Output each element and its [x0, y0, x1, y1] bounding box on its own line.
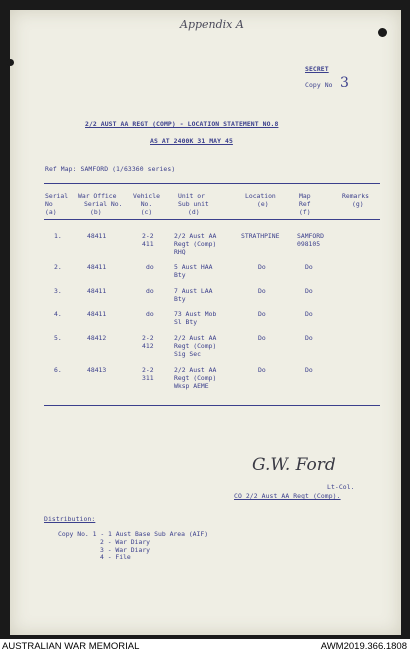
footer-bar — [0, 639, 410, 653]
as-at-date: AS AT 2400K 31 MAY 45 — [150, 137, 233, 145]
vehicle-cell: do — [146, 287, 154, 295]
vehicle-cell: 2-2 411 — [142, 232, 154, 248]
serial-cell: 6. — [54, 366, 62, 374]
ref-map: Ref Map: SAMFORD (1/63360 series) — [45, 165, 176, 173]
distribution-label: Distribution: — [44, 515, 96, 523]
wo-serial-cell: 48413 — [87, 366, 107, 374]
column-header: Unit or Sub unit (d) — [178, 192, 209, 216]
location-cell: Do — [258, 263, 266, 271]
footer-credit: AUSTRALIAN WAR MEMORIAL — [2, 641, 140, 652]
rank: Lt-Col. — [327, 483, 355, 491]
vehicle-cell: 2-2 311 — [142, 366, 154, 382]
table-header-rule — [44, 219, 380, 220]
classification: SECRET — [305, 65, 329, 73]
list-item: 2 - War Diary — [100, 537, 151, 546]
column-header: Serial No (a) — [45, 192, 69, 216]
location-cell: Do — [258, 366, 266, 374]
vehicle-cell: 2-2 412 — [142, 334, 154, 350]
location-cell: Do — [258, 287, 266, 295]
unit-cell: 5 Aust HAA Bty — [174, 263, 213, 279]
list-item: 3 - War Diary — [100, 545, 151, 554]
list-item: Copy No. 1 - 1 Aust Base Sub Area (AIF) — [58, 530, 209, 538]
serial-cell: 4. — [54, 310, 62, 318]
mapref-cell: SAMFORD 098105 — [297, 232, 324, 248]
serial-cell: 1. — [54, 232, 62, 240]
mapref-cell: Do — [305, 287, 313, 295]
copy-number: 3 — [340, 75, 349, 91]
handwritten-appendix: Appendix A — [180, 18, 244, 31]
unit-cell: 2/2 Aust AA Regt (Comp) Wksp AEME — [174, 366, 217, 390]
copy-label: Copy No — [305, 81, 333, 89]
mapref-cell: Do — [305, 263, 313, 271]
column-header: Vehicle No. (c) — [133, 192, 160, 216]
unit-cell: 7 Aust LAA Bty — [174, 287, 213, 303]
wo-serial-cell: 48411 — [87, 232, 107, 240]
mapref-cell: Do — [305, 310, 313, 318]
signature: G.W. Ford — [252, 455, 336, 475]
column-header: War Office Serial No. (b) — [78, 192, 123, 216]
vehicle-cell: do — [146, 263, 154, 271]
wo-serial-cell: 48412 — [87, 334, 107, 342]
punch-hole — [378, 28, 387, 37]
serial-cell: 5. — [54, 334, 62, 342]
unit-cell: 2/2 Aust AA Regt (Comp) RHQ — [174, 232, 217, 256]
mapref-cell: Do — [305, 334, 313, 342]
serial-cell: 3. — [54, 287, 62, 295]
table-bottom-rule — [44, 405, 380, 406]
punch-hole — [7, 59, 14, 66]
footer-accession: AWM2019.366.1808 — [320, 641, 407, 652]
unit-cell: 73 Aust Mob Sl Bty — [174, 310, 217, 326]
vehicle-cell: do — [146, 310, 154, 318]
co-signature-line: CO 2/2 Aust AA Regt (Comp). — [234, 492, 341, 500]
column-header: Remarks (g) — [342, 192, 369, 208]
wo-serial-cell: 48411 — [87, 263, 107, 271]
location-cell: STRATHPINE — [241, 232, 280, 240]
wo-serial-cell: 48411 — [87, 287, 107, 295]
location-cell: Do — [258, 334, 266, 342]
mapref-cell: Do — [305, 366, 313, 374]
location-cell: Do — [258, 310, 266, 318]
column-header: Location (e) — [245, 192, 276, 208]
unit-cell: 2/2 Aust AA Regt (Comp) Sig Sec — [174, 334, 217, 358]
document-title: 2/2 AUST AA REGT (COMP) - LOCATION STATEMENT NO.8 — [85, 120, 279, 128]
wo-serial-cell: 48411 — [87, 310, 107, 318]
list-item: 4 - File — [100, 553, 131, 562]
serial-cell: 2. — [54, 263, 62, 271]
table-top-rule — [44, 183, 380, 184]
distribution-list — [58, 531, 208, 562]
column-header: Map Ref (f) — [299, 192, 311, 216]
